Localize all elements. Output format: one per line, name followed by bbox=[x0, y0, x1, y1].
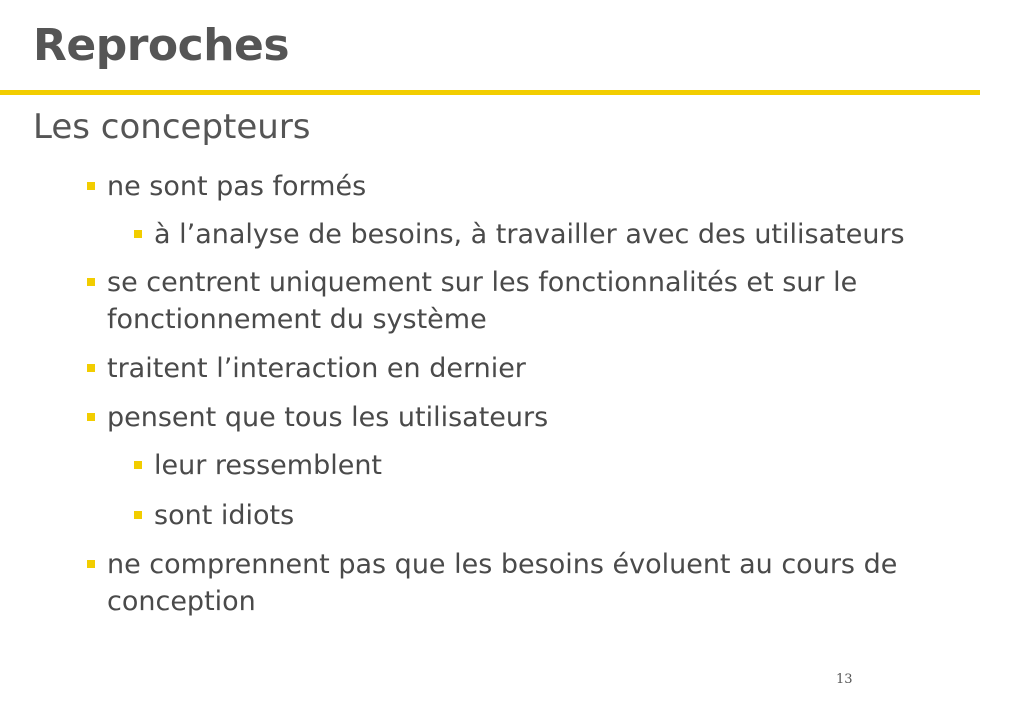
bullet-item bbox=[87, 264, 937, 338]
square-bullet-icon bbox=[87, 364, 95, 372]
bullet-item bbox=[134, 216, 994, 253]
title-underline bbox=[0, 90, 980, 95]
square-bullet-icon bbox=[87, 182, 95, 190]
bullet-text: ne sont pas formés bbox=[107, 171, 367, 202]
square-bullet-icon bbox=[87, 278, 95, 286]
bullet-text: ne comprennent pas que les besoins évoluent au cours de conception bbox=[107, 549, 898, 617]
bullet-text: se centrent uniquement sur les fonctionnalités et sur le fonctionnement du système bbox=[107, 267, 858, 335]
bullet-item bbox=[134, 447, 994, 484]
bullet-item bbox=[87, 399, 947, 436]
slide-title: Reproches bbox=[33, 20, 290, 71]
square-bullet-icon bbox=[87, 560, 95, 568]
bullet-item bbox=[87, 350, 947, 387]
slide-subtitle: Les concepteurs bbox=[33, 107, 311, 147]
square-bullet-icon bbox=[134, 511, 142, 519]
bullet-text: leur ressemblent bbox=[154, 450, 383, 481]
page-number: 13 bbox=[836, 672, 853, 687]
square-bullet-icon bbox=[87, 413, 95, 421]
bullet-item bbox=[134, 497, 994, 534]
bullet-text: sont idiots bbox=[154, 500, 295, 531]
bullet-text: à l’analyse de besoins, à travailler avec des utilisateurs bbox=[154, 219, 905, 250]
bullet-text: pensent que tous les utilisateurs bbox=[107, 402, 549, 433]
bullet-item bbox=[87, 168, 947, 205]
bullet-text: traitent l’interaction en dernier bbox=[107, 353, 526, 384]
square-bullet-icon bbox=[134, 461, 142, 469]
bullet-item bbox=[87, 546, 937, 620]
square-bullet-icon bbox=[134, 230, 142, 238]
